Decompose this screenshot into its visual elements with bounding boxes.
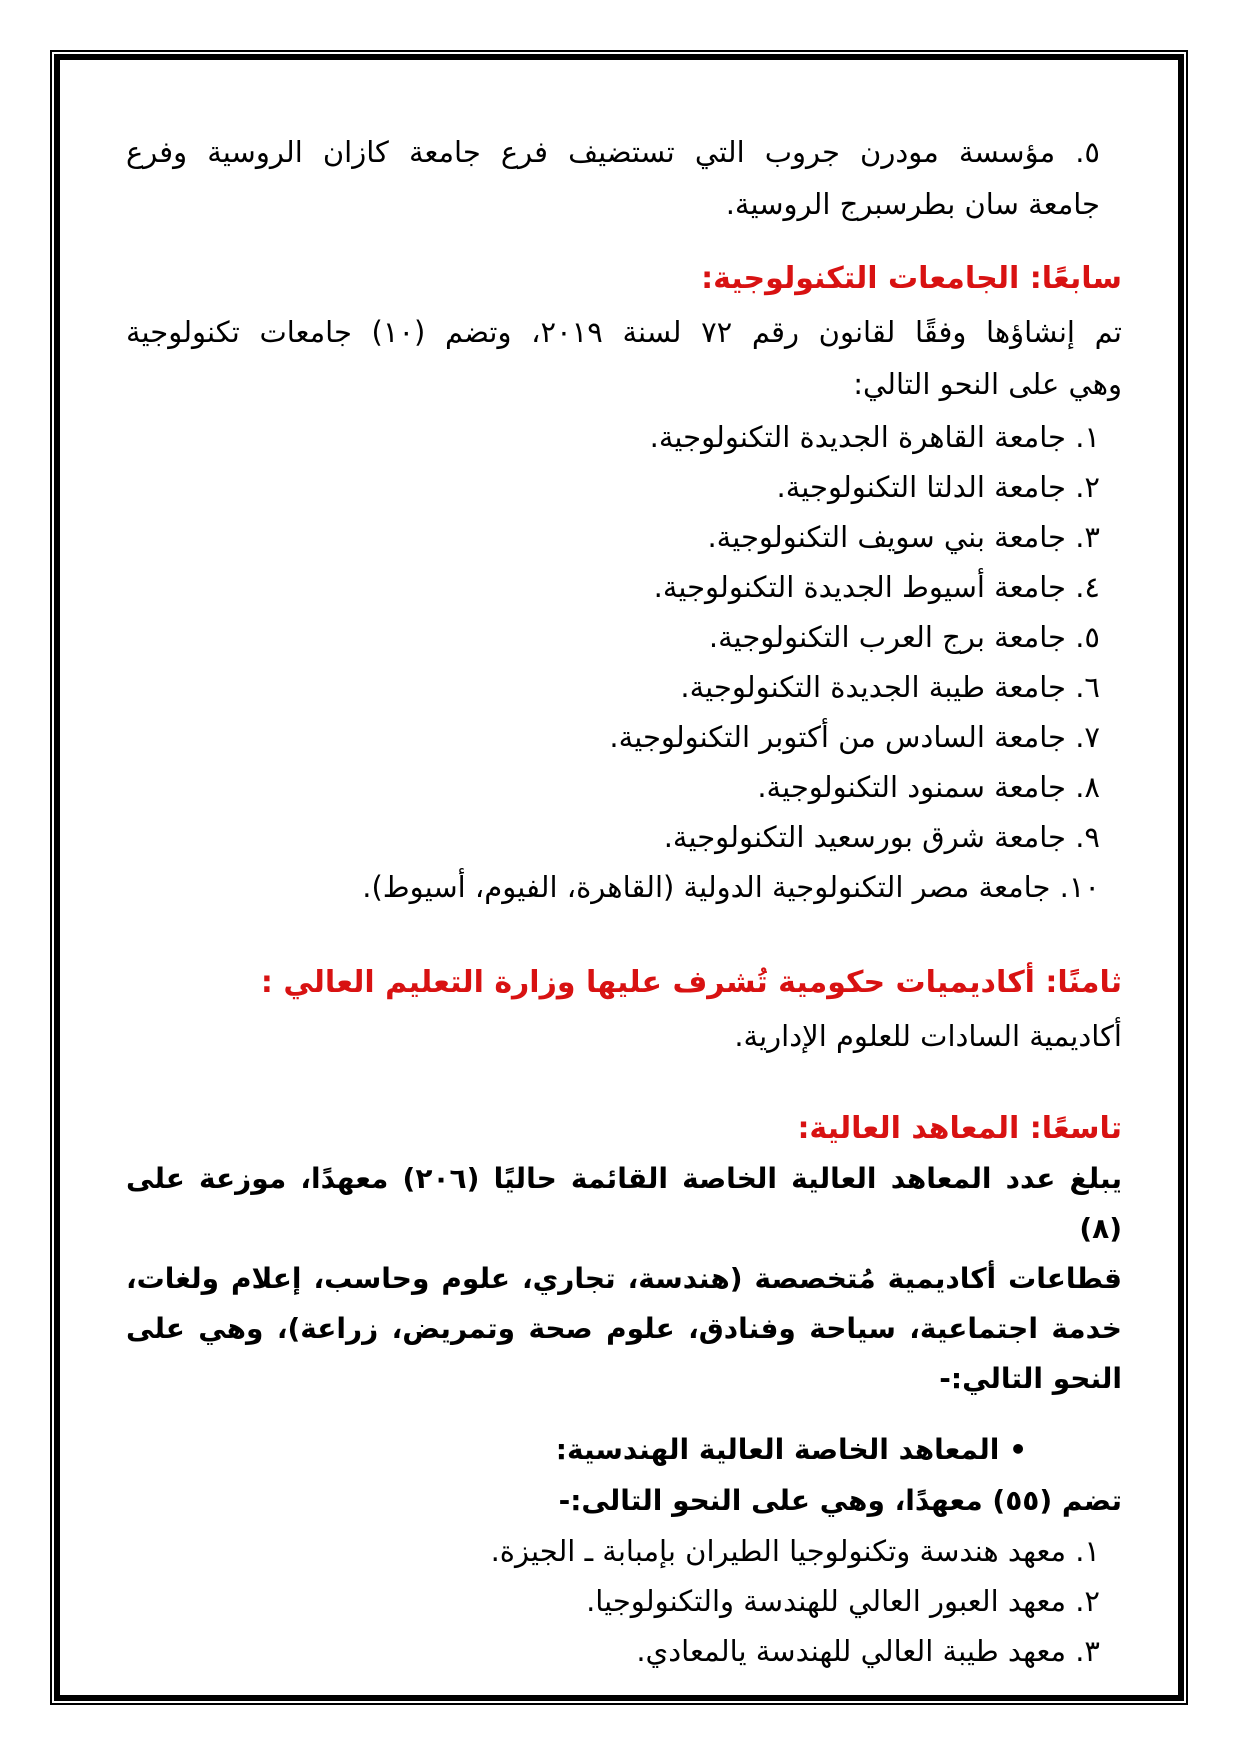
intro-list-item-5 xyxy=(126,126,1122,230)
list-item: ٩. جامعة شرق بورسعيد التكنولوجية. xyxy=(663,820,1100,854)
paragraph-line: خدمة اجتماعية، سياحة وفنادق، علوم صحة وتمريض، زراعة)، وهي على xyxy=(126,1312,1122,1345)
list-item: ٦. جامعة طيبة الجديدة التكنولوجية. xyxy=(680,670,1100,704)
institutes-list xyxy=(126,1526,1122,1676)
section-heading-seventh: سابعًا: الجامعات التكنولوجية: xyxy=(701,261,1122,296)
paragraph-line: وهي على النحو التالي: xyxy=(853,367,1122,401)
page-border-outer xyxy=(50,50,1188,1705)
list-item: ٧. جامعة السادس من أكتوبر التكنولوجية. xyxy=(609,720,1100,754)
list-item: ٢. معهد العبور العالي للهندسة والتكنولوجيا. xyxy=(586,1584,1100,1618)
paragraph-line: قطاعات أكاديمية مُتخصصة (هندسة، تجاري، علوم وحاسب، إعلام ولغات، xyxy=(126,1262,1122,1295)
paragraph-line: جامعة سان بطرسبرج الروسية. xyxy=(725,187,1100,221)
list-item: ٨. جامعة سمنود التكنولوجية. xyxy=(757,770,1100,804)
page-content xyxy=(60,60,1178,1695)
section-eight-body: أكاديمية السادات للعلوم الإدارية. xyxy=(734,1019,1122,1053)
list-item: ١. جامعة القاهرة الجديدة التكنولوجية. xyxy=(649,420,1100,454)
list-item: ٣. جامعة بني سويف التكنولوجية. xyxy=(707,520,1100,554)
list-item: ٢. جامعة الدلتا التكنولوجية. xyxy=(776,470,1100,504)
section-seven-intro xyxy=(126,306,1122,410)
universities-list xyxy=(126,412,1122,912)
page-border-inner xyxy=(54,54,1184,1701)
paragraph-line: يبلغ عدد المعاهد العالية الخاصة القائمة حاليًا (٢٠٦) معهدًا، موزعة على (٨) xyxy=(126,1162,1122,1245)
section-heading-eighth: ثامنًا: أكاديميات حكومية تُشرف عليها وزارة التعليم العالي : xyxy=(260,965,1122,1000)
engineering-subsection-intro: تضم (٥٥) معهدًا، وهي على النحو التالى:- xyxy=(558,1484,1122,1517)
paragraph-line: النحو التالي:- xyxy=(939,1362,1122,1395)
section-nine-intro xyxy=(126,1154,1122,1404)
section-heading-ninth: تاسعًا: المعاهد العالية: xyxy=(797,1111,1122,1146)
list-item: ٣. معهد طيبة العالي للهندسة يالمعادي. xyxy=(636,1634,1100,1668)
list-item: ١. معهد هندسة وتكنولوجيا الطيران بإمبابة ـ الجيزة. xyxy=(490,1534,1100,1568)
engineering-subsection-heading: • المعاهد الخاصة العالية الهندسية: xyxy=(555,1433,1027,1466)
paragraph-line: ٥. مؤسسة مودرن جروب التي تستضيف فرع جامعة كازان الروسية وفرع xyxy=(126,135,1100,169)
paragraph-line: تم إنشاؤها وفقًا لقانون رقم ٧٢ لسنة ٢٠١٩، وتضم (١٠) جامعات تكنولوجية xyxy=(126,315,1122,349)
list-item: ٤. جامعة أسيوط الجديدة التكنولوجية. xyxy=(653,570,1100,604)
list-item: ١٠. جامعة مصر التكنولوجية الدولية (القاهرة، الفيوم، أسيوط). xyxy=(362,870,1100,904)
list-item: ٥. جامعة برج العرب التكنولوجية. xyxy=(708,620,1100,654)
